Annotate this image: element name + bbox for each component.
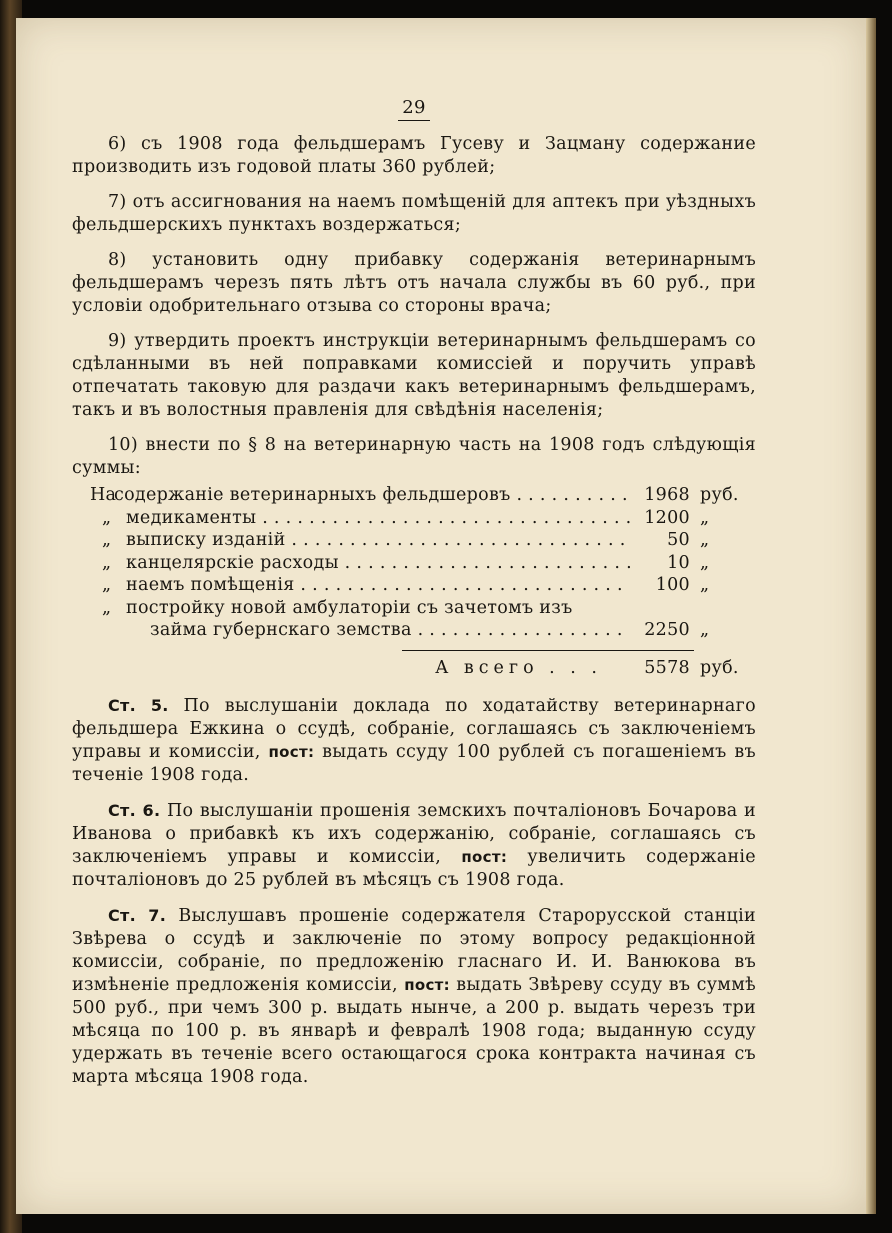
article-7: Ст. 7. Выслушавъ прошеніе содержателя Старорусской станціи Звѣрева о ссудѣ и заключеніе по этому вопросу редакціонной комиссіи, собраніе, по предложенію гласнаго И. И. Ванюкова въ измѣненіе предложенія комиссіи, пост: выдать Звѣреву ссуду въ суммѣ 500 руб., при чемъ 300 р. выдать нынче, а 200 р. выдать черезъ три мѣсяца по 100 р. въ январѣ и февралѣ 1908 года; выданную ссуду удержать въ теченіе всего остающагося срока контракта начиная съ марта мѣсяца 1908 года. xyxy=(72,905,756,1087)
item-7: 7) отъ ассигнования на наемъ помѣщеній для аптекъ при уѣздныхъ фельдшерскихъ пунктахъ воздержаться; xyxy=(72,192,756,235)
budget-row: „ канцелярскіе расходы . . . 10 „ xyxy=(90,552,756,575)
budget-row: „ постройку новой амбулаторіи съ зачетомъ изъ xyxy=(102,597,573,618)
budget-row: займа губернскаго земства . . . 2250 „ xyxy=(90,619,756,642)
sum-rule xyxy=(402,650,694,651)
budget-list xyxy=(90,484,756,642)
item-6: 6) съ 1908 года фельдшерамъ Гусеву и Зацману содержание производить изъ годовой платы 360 рублей; xyxy=(72,134,756,177)
budget-row: На содержаніе ветеринарныхъ фельдшеровъ . . . 1968 руб. xyxy=(90,484,756,507)
page-edge xyxy=(866,18,876,1214)
page-text xyxy=(72,96,756,1101)
budget-row: „ наемъ помѣщенія . . . 100 „ xyxy=(90,574,756,597)
item-8: 8) установить одну прибавку содержанія ветеринарнымъ фельдшерамъ черезъ пять лѣтъ отъ начала службы въ 60 руб., при условіи одобрительнаго отзыва со стороны врача; xyxy=(72,250,756,316)
budget-row: „ медикаменты . . . 1200 „ xyxy=(90,507,756,530)
page-number: 29 xyxy=(72,96,756,121)
item-10: 10) внести по § 8 на ветеринарную часть на 1908 годъ слѣдующія суммы: xyxy=(72,435,756,478)
budget-total: А всего . . . 5578 руб. xyxy=(435,657,739,678)
budget-row: „ выписку изданій . . . 50 „ xyxy=(90,529,756,552)
item-9: 9) утвердить проектъ инструкціи ветеринарнымъ фельдшерамъ со сдѣланными въ ней поправками комиссіей и поручить управѣ отпечатать таковую для раздачи какъ ветеринарнымъ фельдшерамъ, такъ и въ волостныя правленія для свѣдѣнія населенія; xyxy=(72,331,756,420)
article-5: Ст. 5. По выслушаніи доклада по ходатайству ветеринарнаго фельдшера Ежкина о ссудѣ, собраніе, соглашаясь съ заключеніемъ управы и комиссіи, пост: выдать ссуду 100 рублей съ погашеніемъ въ теченіе 1908 года. xyxy=(72,695,756,785)
article-6: Ст. 6. По выслушаніи прошенія земскихъ почталіоновъ Бочарова и Иванова о прибавкѣ къ ихъ содержанію, собраніе, соглашаясь съ заключеніемъ управы и комиссіи, пост: увеличить содержаніе почталіоновъ до 25 рублей въ мѣсяцъ съ 1908 года. xyxy=(72,800,757,890)
